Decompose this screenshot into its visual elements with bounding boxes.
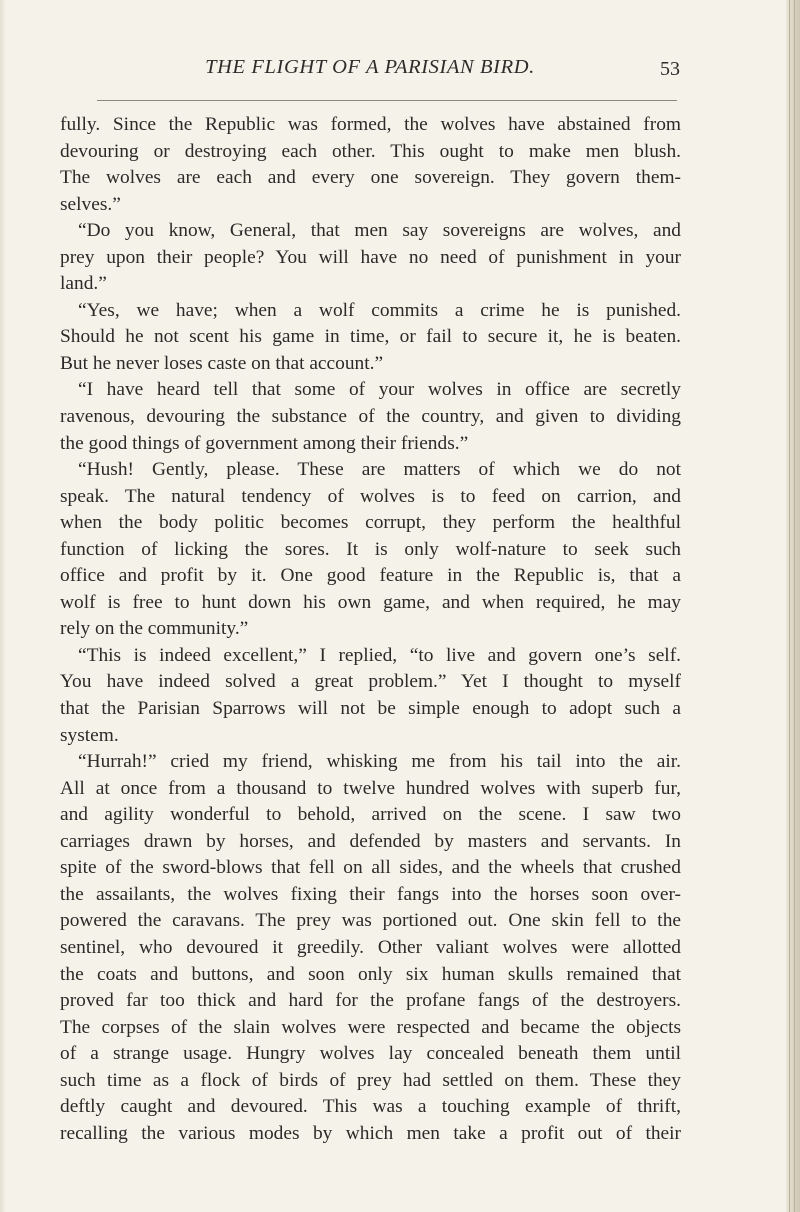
text-line: “Do you know, General, that men say sovereigns are wolves, and (78, 220, 681, 242)
book-gutter (786, 0, 800, 1212)
text-line: Should he not scent his game in time, or fail to secure it, he is beaten. (60, 326, 681, 348)
text-line: “Yes, we have; when a wolf commits a crime he is punished. (78, 299, 681, 321)
text-line: the coats and buttons, and soon only six human skulls remained that (60, 963, 681, 985)
text-line: carriages drawn by horses, and defended by masters and servants. In (60, 830, 681, 852)
text-line: selves.” (60, 193, 121, 215)
text-line: “This is indeed excellent,” I replied, “to live and govern one’s self. (78, 644, 681, 666)
text-line: rely on the community.” (60, 618, 249, 640)
text-line: “Hurrah!” cried my friend, whisking me from his tail into the air. (78, 751, 681, 773)
text-line: wolf is free to hunt down his own game, and when required, he may (60, 591, 681, 613)
text-line: office and profit by it. One good feature in the Republic is, that a (60, 565, 681, 587)
text-line: spite of the sword-blows that fell on all sides, and the wheels that crushed (60, 857, 681, 879)
text-line: “Hush! Gently, please. These are matters of which we do not (78, 459, 681, 481)
text-line: ravenous, devouring the substance of the country, and given to dividing (60, 406, 681, 428)
text-line: devouring or destroying each other. This ought to make men blush. (60, 140, 681, 162)
running-title: THE FLIGHT OF A PARISIAN BIRD. (205, 56, 535, 78)
page-edge-shadow (0, 0, 6, 1212)
text-line: the assailants, the wolves fixing their fangs into the horses soon over- (60, 883, 681, 905)
gutter-line (789, 0, 790, 1212)
header-rule (97, 100, 677, 101)
text-line: “I have heard tell that some of your wolves in office are secretly (78, 379, 681, 401)
text-line: You have indeed solved a great problem.” Yet I thought to myself (60, 671, 681, 693)
text-line: the good things of government among their friends.” (60, 432, 469, 454)
text-line: fully. Since the Republic was formed, the wolves have abstained from (60, 114, 681, 135)
body-text (60, 112, 681, 1147)
text-line: of a strange usage. Hungry wolves lay concealed beneath them until (60, 1043, 681, 1065)
text-line: All at once from a thousand to twelve hundred wolves with superb fur, (60, 777, 681, 799)
text-line: land.” (60, 273, 107, 295)
text-line: deftly caught and devoured. This was a touching example of thrift, (60, 1096, 681, 1118)
text-line: But he never loses caste on that account.” (60, 352, 384, 374)
text-line: The corpses of the slain wolves were respected and became the objects (60, 1016, 681, 1038)
text-line: powered the caravans. The prey was portioned out. One skin fell to the (60, 910, 681, 932)
page-number: 53 (660, 58, 680, 80)
text-line: such time as a flock of birds of prey had settled on them. These they (60, 1069, 681, 1091)
text-line: The wolves are each and every one sovereign. They govern them- (60, 167, 681, 189)
running-head (60, 56, 680, 86)
text-line: that the Parisian Sparrows will not be simple enough to adopt such a (60, 698, 681, 720)
text-line: when the body politic becomes corrupt, they perform the healthful (60, 512, 681, 534)
text-line: proved far too thick and hard for the profane fangs of the destroyers. (60, 990, 681, 1012)
text-line: recalling the various modes by which men take a profit out of their (60, 1122, 681, 1144)
gutter-line (794, 0, 795, 1212)
text-line: prey upon their people? You will have no need of punishment in your (60, 246, 681, 268)
text-line: speak. The natural tendency of wolves is to feed on carrion, and (60, 485, 681, 507)
text-line: system. (60, 724, 119, 746)
text-line: function of licking the sores. It is only wolf-nature to seek such (60, 538, 681, 560)
text-line: and agility wonderful to behold, arrived on the scene. I saw two (60, 804, 681, 826)
text-line: sentinel, who devoured it greedily. Other valiant wolves were allotted (60, 936, 681, 958)
